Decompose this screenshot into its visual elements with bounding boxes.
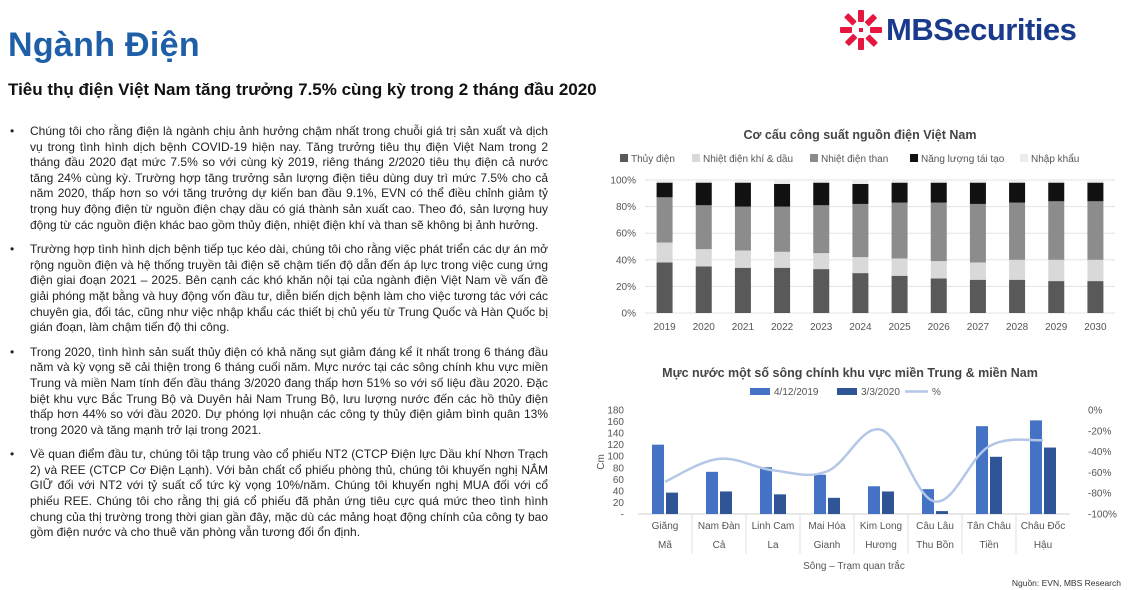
x-tick-label: 2022 [770,322,794,333]
bar-segment [735,180,751,183]
bar-segment [813,180,829,183]
x-tick-label: 2029 [1045,322,1068,333]
bar-segment [1087,201,1103,260]
bar-segment [774,207,790,252]
y-tick-label: 160 [607,417,624,429]
y2-tick-label: -80% [1088,488,1112,500]
bar-segment [735,207,751,251]
x-tick-label: 2027 [966,322,990,333]
bar-segment [970,180,986,183]
bar-segment [1048,281,1064,313]
bar-segment [970,183,986,204]
bar-segment [852,184,868,204]
y-tick-label: 80 [612,463,624,475]
x-tick-label: Cả [712,540,726,551]
y-tick-label: 180 [607,405,624,417]
bar-segment [774,268,790,313]
y-tick-label: 100 [607,451,624,463]
legend-label: Nhập khẩu [1031,154,1080,165]
legend-swatch [910,154,918,162]
bar-segment [657,183,673,198]
bar-segment [1009,203,1025,260]
bar [976,426,988,514]
x-tick-label: 2028 [1005,322,1029,333]
bar [1030,420,1042,514]
y2-tick-label: -20% [1088,426,1112,438]
bar-segment [852,257,868,273]
bar-segment [852,180,868,184]
bullet-item: • Chúng tôi cho rằng điện là ngành chịu ảnh hưởng chậm nhất trong chuỗi giá trị sản xuất và dịch vụ trong tình hình dịch bệnh COVID-19 hiện nay. Tăng trưởng tiêu thụ điện Việt Nam trong 2 tháng đầu 2020 đạt mức 7.5% so với cùng kỳ 2019, riêng tháng 2/2020 tiêu thụ điện cả nước tăng 24% cùng kỳ. Trường hợp tăng trưởng sản lượng điện tiêu dùng duy trì mức 7.5% cho cả năm 2020, thấp hơn so với tăng trưởng dự kiến ban đầu 9.1%, EVN có thể điều chỉnh giảm tỷ trọng huy động điện từ nguồn điện chạy dầu có giá thành sản xuất cao. Theo đó, sản lượng huy động từ các nguồn điện khác bao gồm thủy điện, nhiệt điện khí và than sẽ không bị ảnh hưởng. [8,124,548,233]
bar-segment [813,269,829,313]
bar-segment [657,243,673,263]
x-tick-label: Kim Long [859,521,903,532]
x-tick-label: Mai Hóa [808,521,846,532]
legend-swatch [1020,154,1028,162]
y-tick-label: 120 [607,440,624,452]
bullet-item: • Trong 2020, tình hình sản suất thủy điện có khả năng sụt giảm đáng kể ít nhất trong 6 tháng đầu năm và kỳ vọng sẽ cải thiện trong 6 tháng cuối năm. Mực nước tại các sông chính khu vực miền Trung và miền Nam tính đến đầu tháng 3/2020 đang thấp hơn 51% so với số liệu đầu 2020. Đặc biệt khu vực Bắc Trung Bộ và Duyên hải Nam Trung Bộ, lưu lượng nước đến các hồ thủy điện thấp hơn 44% so với đầu 2020. Dự phóng lợi nhuận các công ty thủy điện giảm bình quân 13% trong 2020 và tăng mạnh trở lại trong 2021. [8,345,548,439]
legend-label: % [932,387,941,398]
legend-label: Nhiệt điện khí & dầu [703,154,794,165]
x-tick-label: 2023 [810,322,833,333]
x-tick-label: Câu Lâu [916,521,954,532]
bar-segment [931,278,947,313]
y2-tick-label: -60% [1088,467,1112,479]
legend-label: Năng lượng tái tạo [921,154,1005,165]
mbs-star-icon [838,8,884,52]
bar [814,475,826,514]
legend-swatch [750,388,770,395]
x-tick-label: Thu Bồn [916,540,954,551]
x-tick-label: Nam Đàn [697,521,741,532]
y-tick-label: 40% [615,255,636,267]
bar-segment [892,258,908,275]
bar-segment [696,183,712,206]
x-tick-label: 2026 [927,322,950,333]
bar-segment [970,204,986,263]
bar-segment [1009,280,1025,313]
bar-segment [852,273,868,313]
x-tick-label: La [767,540,779,551]
bar-segment [1048,180,1064,183]
bar-segment [657,197,673,242]
bar-segment [1048,201,1064,260]
x-tick-label: Gianh [813,540,841,551]
y-tick-label: 60% [615,228,636,240]
x-tick-label: Tiền [979,540,999,551]
legend-swatch [620,154,628,162]
x-tick-label: 2025 [888,322,911,333]
bar [760,467,772,514]
legend-label: 3/3/2020 [861,387,900,398]
page-subtitle: Tiêu thụ điện Việt Nam tăng trưởng 7.5% cùng kỳ trong 2 tháng đầu 2020 [8,80,597,99]
x-tick-label: Mã [658,540,672,551]
bullet-item: • Về quan điểm đầu tư, chúng tôi tập trung vào cổ phiếu NT2 (CTCP Điện lực Dầu khí Nhơn Trạch 2) và REE (CTCP Cơ Điện Lạnh). Với bản chất cổ phiếu phòng thủ, chúng tôi khuyến nghị NẮM GIỮ đối với NT2 với tỷ suất cổ tức kỳ vọng 10%/năm. Chúng tôi khuyến nghị MUA đối với cổ phiếu REE. Chúng tôi cho rằng thị giá cổ phiếu đã phản ứng tiêu cực quá mức theo tình hình chung của thị trường trong thời gian gần đây, mặc dù các mảng hoạt động chính của công ty bao gồm điện nước và cho thuê văn phòng vẫn tương đối ổn định. [8,447,548,541]
bar-segment [931,261,947,278]
y2-tick-label: -100% [1088,509,1117,521]
bar-segment [892,180,908,183]
y-axis-label: Cm [596,454,607,470]
bar-segment [970,262,986,279]
bar [774,494,786,514]
bar-segment [774,252,790,268]
y-tick-label: 140 [607,428,624,440]
y-tick-label: 100% [610,175,636,187]
x-tick-label: 2030 [1084,322,1107,333]
bar-segment [1048,260,1064,281]
bar [1044,448,1056,514]
source-note: Nguồn: EVN, MBS Research [1011,578,1121,588]
legend-label: 4/12/2019 [774,387,819,398]
bar-segment [813,205,829,253]
legend-swatch [837,388,857,395]
bar-segment [657,262,673,313]
x-tick-label: Linh Cam [751,521,795,532]
bullet-item: • Trường hợp tình hình dịch bệnh tiếp tục kéo dài, chúng tôi cho rằng việc phát triển các dự án mở rộng nguồn điện và hệ thống truyền tải điện sẽ chậm tiến độ dẫn đến áp lực trong việc cung ứng điện giai đoạn 2021 – 2025. Bên cạnh các khó khăn nội tại của ngành điện Việt Nam về vấn đề giải phóng mặt bằng và huy động vốn đầu tư, diễn biến dịch bệnh làm cho việc tương tác với các chuyên gia, đối tác, cũng như việc nhập khẩu các thiết bị chủ yếu từ Trung Quốc và Hàn Quốc bị gián đoạn, làm chậm tiến độ thi công. [8,242,548,336]
bar-segment [892,276,908,313]
legend-swatch [810,154,818,162]
bar-segment [696,180,712,183]
bar-segment [1009,180,1025,183]
chart2-title: Mực nước một số sông chính khu vực miền Trung & miền Nam [662,366,1038,380]
bar-segment [852,204,868,257]
bar-segment [657,180,673,183]
x-axis-label: Sông – Trạm quan trắc [803,561,905,572]
bar [828,498,840,514]
bar-segment [774,180,790,184]
x-tick-label: Hương [865,540,897,551]
x-tick-label: 2021 [731,322,755,333]
bullet-list [8,124,548,550]
bar-segment [774,184,790,207]
y-tick-label: 60 [612,474,624,486]
bar-segment [735,183,751,207]
x-tick-label: 2024 [849,322,872,333]
bar-segment [696,249,712,266]
y-tick-label: - [620,509,624,521]
y-tick-label: 20 [612,497,624,509]
bar-segment [1087,281,1103,313]
y-tick-label: 80% [615,202,636,214]
legend-label: Thủy điện [631,154,675,165]
page-title: Ngành Điện [8,26,200,64]
bar-segment [892,203,908,259]
bar [990,457,1002,514]
mbs-logo [838,8,1123,52]
x-tick-label: Giăng [651,521,679,532]
bar-segment [813,253,829,269]
bar [936,511,948,514]
bar [706,472,718,514]
x-tick-label: Châu Đốc [1020,521,1066,532]
x-tick-label: 2019 [653,322,676,333]
bar-segment [696,266,712,313]
bar-segment [735,250,751,267]
bar-segment [1087,183,1103,202]
bar-segment [1087,260,1103,281]
y2-tick-label: -40% [1088,447,1112,459]
bar-segment [892,183,908,203]
x-tick-label: Hậu [1033,540,1053,551]
bar-segment [931,203,947,262]
bar-segment [1009,183,1025,203]
logo-text: MBSecurities [886,12,1077,47]
bar-segment [735,268,751,313]
bar-segment [970,280,986,313]
bar-segment [1009,260,1025,280]
bar [868,486,880,514]
y-tick-label: 40 [612,486,624,498]
bar [720,491,732,514]
legend-swatch [692,154,700,162]
y-tick-label: 20% [615,281,636,293]
capacity-structure-chart [600,145,1120,345]
bar-segment [931,180,947,183]
chart1-title: Cơ cấu công suất nguồn điện Việt Nam [743,128,977,142]
bar-segment [931,183,947,203]
bar-segment [1087,180,1103,183]
x-tick-label: 2020 [692,322,715,333]
bar [882,491,894,514]
river-level-chart [590,383,1125,578]
bar [666,493,678,514]
x-tick-label: Tân Châu [967,521,1011,532]
legend-label: Nhiệt điện than [821,154,889,165]
bar-segment [813,183,829,206]
bar-segment [1048,183,1064,202]
bar-segment [696,205,712,249]
y2-tick-label: 0% [1088,405,1103,417]
bar [652,445,664,514]
y-tick-label: 0% [621,308,636,320]
